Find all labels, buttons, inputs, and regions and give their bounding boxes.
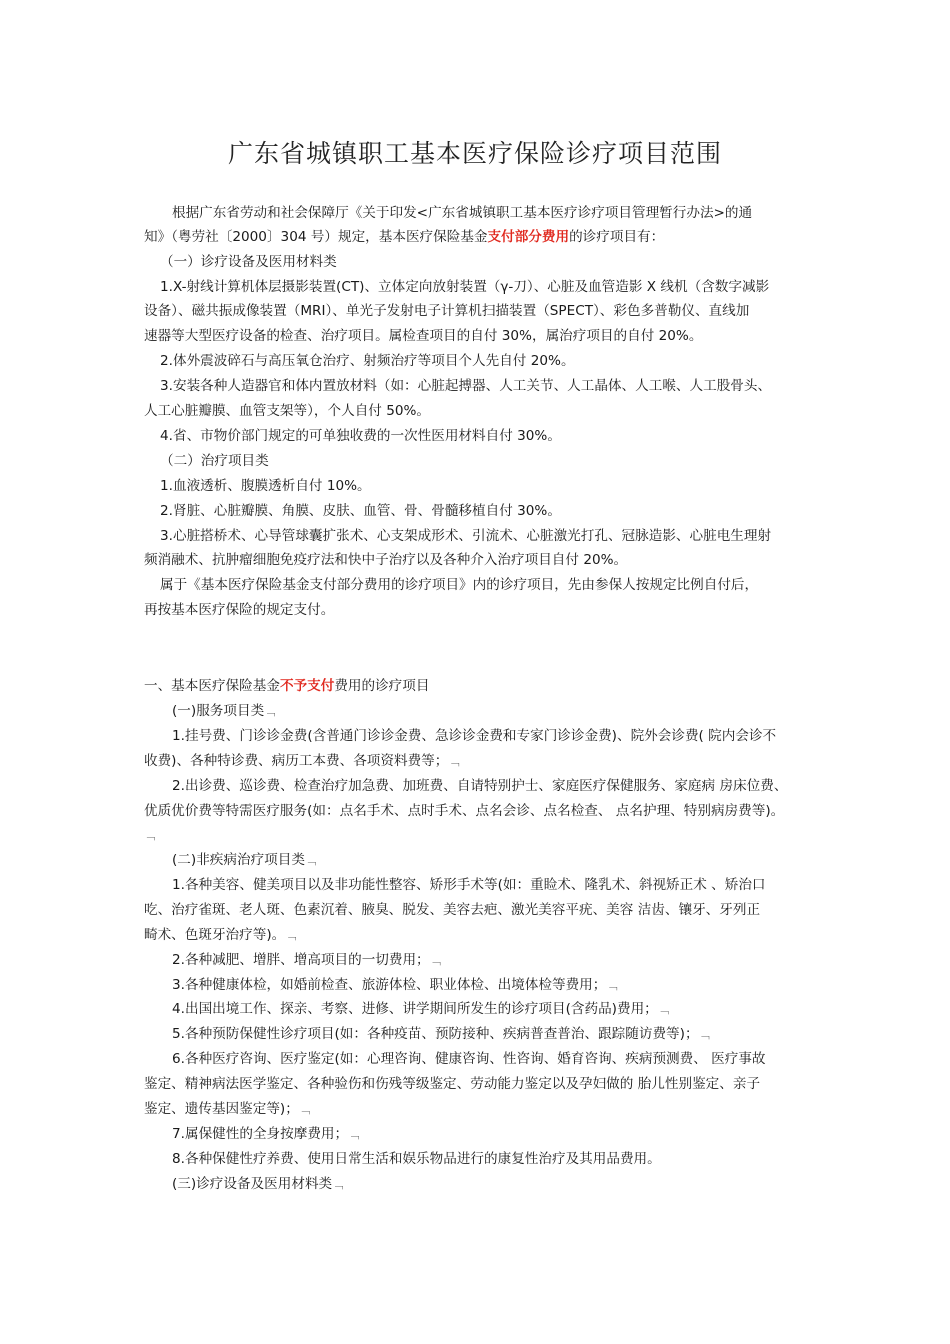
- item-text: [172, 1025, 852, 1044]
- item-text-span: 2.各种减肥、增胖、增高项目的一切费用；: [172, 952, 430, 968]
- paragraph-mark: ﹁: [698, 1028, 710, 1041]
- subsection-heading: [172, 851, 852, 870]
- item-text-span: 3.各种健康体检，如婚前检查、旅游体检、职业体检、出境体检等费用；: [172, 977, 607, 993]
- item-text: 频消融术、抗肿瘤细胞免疫疗法和快中子治疗以及各种介入治疗项目自付 20%。: [144, 552, 628, 568]
- item-text: 4.省、市物价部门规定的可单独收费的一次性医用材料自付 30%。: [160, 428, 561, 444]
- item-text: [172, 1000, 852, 1019]
- paragraph-mark: ﹁: [348, 1128, 360, 1141]
- section-heading-text: 一、基本医疗保险基金: [144, 678, 280, 694]
- document-title: 广东省城镇职工基本医疗保险诊疗项目范围: [227, 139, 722, 168]
- item-text: 6.各种医疗咨询、医疗鉴定(如：心理咨询、健康咨询、性咨询、婚育咨询、疾病预测费、 医疗事故: [172, 1051, 766, 1067]
- item-text: [144, 1100, 824, 1119]
- section-heading: [144, 677, 824, 695]
- item-text: 速器等大型医疗设备的检查、治疗项目。属检查项目的自付 30%，属治疗项目的自付 20%。: [144, 328, 703, 344]
- item-text-span: 鉴定、遗传基因鉴定等)；: [144, 1101, 299, 1117]
- note-text: 再按基本医疗保险的规定支付。: [144, 602, 335, 618]
- item-text: [172, 976, 852, 995]
- paragraph-mark: ﹁: [606, 979, 618, 992]
- paragraph-mark: ﹁: [304, 854, 316, 867]
- item-text: 1.X-射线计算机体层摄影装置(CT)、立体定向放射装置（γ-刀）、心脏及血管造影 X 线机（含数字减影: [160, 279, 770, 295]
- item-text: 1.各种美容、健美项目以及非功能性整容、矫形手术等(如：重睑术、隆乳术、斜视矫正术 、矫治口: [172, 877, 766, 893]
- paragraph-mark: ﹁: [285, 929, 297, 942]
- intro-line-1: 根据广东省劳动和社会保障厅《关于印发<广东省城镇职工基本医疗诊疗项目管理暂行办法>的通: [172, 205, 753, 221]
- paragraph-mark-line: [144, 826, 824, 845]
- subsection-text: (三)诊疗设备及医用材料类: [172, 1176, 333, 1192]
- item-text-span: 4.出国出境工作、探亲、考察、进修、讲学期间所发生的诊疗项目(含药品)费用；: [172, 1001, 658, 1017]
- item-text: 2.体外震波碎石与高压氧仓治疗、射频治疗等项目个人先自付 20%。: [160, 353, 575, 369]
- item-text: 1.挂号费、门诊诊金费(含普通门诊诊金费、急诊诊金费和专家门诊诊金费)、院外会诊费( 院内会诊不: [172, 728, 777, 744]
- item-text: 2.出诊费、巡诊费、检查治疗加急费、加班费、自请特别护士、家庭医疗保健服务、家庭病 房床位费、: [172, 778, 788, 794]
- subsection-heading: [172, 1175, 852, 1194]
- item-text: 人工心脏瓣膜、血管支架等），个人自付 50%。: [144, 403, 431, 419]
- paragraph-mark: ﹁: [264, 705, 276, 718]
- paragraph-mark: ﹁: [332, 1178, 344, 1191]
- subsection-heading: [172, 702, 852, 721]
- item-text-span: 收费)、各种特诊费、病历工本费、各项资料费等；: [144, 753, 449, 769]
- highlight-not-covered: 不予支付: [279, 678, 335, 694]
- intro-line-2: [144, 228, 824, 246]
- item-text: 3.心脏搭桥术、心导管球囊扩张术、心支架成形术、引流术、心脏激光打孔、冠脉造影、心脏电生理射: [160, 528, 772, 544]
- intro-text-end: 的诊疗项目有：: [569, 229, 665, 245]
- item-text: 2.肾脏、心脏瓣膜、角膜、皮肤、血管、骨、骨髓移植自付 30%。: [160, 503, 561, 519]
- item-text: 鉴定、精神病法医学鉴定、各种验伤和伤残等级鉴定、劳动能力鉴定以及孕妇做的 胎儿性别鉴定、亲子: [144, 1076, 761, 1092]
- paragraph-mark: ﹁: [429, 954, 441, 967]
- category-heading: （二）治疗项目类: [160, 453, 269, 469]
- item-text-span: 畸术、色斑牙治疗等)。: [144, 927, 286, 943]
- item-text-span: 7.属保健性的全身按摩费用；: [172, 1126, 349, 1142]
- category-heading: （一）诊疗设备及医用材料类: [160, 254, 337, 270]
- item-text: 1.血液透析、腹膜透析自付 10%。: [160, 478, 371, 494]
- item-text: [172, 1125, 852, 1144]
- item-text: 吃、治疗雀斑、老人斑、色素沉着、腋臭、脱发、美容去疤、激光美容平疣、美容 洁齿、镶牙、牙列正: [144, 902, 761, 918]
- item-text: 3.安装各种人造器官和体内置放材料（如：心脏起搏器、人工关节、人工晶体、人工喉、人工股骨头、: [160, 378, 772, 394]
- paragraph-mark: ﹁: [298, 1103, 310, 1116]
- section-heading-text-end: 费用的诊疗项目: [334, 678, 430, 694]
- note-text: 属于《基本医疗保险基金支付部分费用的诊疗项目》内的诊疗项目，先由参保人按规定比例自付后，: [160, 577, 759, 593]
- paragraph-mark: ﹁: [448, 755, 460, 768]
- subsection-text: (一)服务项目类: [172, 703, 265, 719]
- item-text: [144, 752, 824, 771]
- item-text: [144, 926, 824, 945]
- subsection-text: (二)非疾病治疗项目类: [172, 852, 305, 868]
- item-text: [172, 951, 852, 970]
- item-text: 8.各种保健性疗养费、使用日常生活和娱乐物品进行的康复性治疗及其用品费用。: [172, 1151, 661, 1167]
- intro-text: 知》（粤劳社〔2000〕304 号）规定，基本医疗保险基金: [144, 229, 488, 245]
- paragraph-mark: ﹁: [657, 1003, 669, 1016]
- item-text: 优质优价费等特需医疗服务(如：点名手术、点时手术、点名会诊、点名检查、 点名护理、特别病房费等)。: [144, 803, 785, 819]
- paragraph-mark: ﹁: [144, 829, 155, 842]
- item-text: 设备）、磁共振成像装置（MRI）、单光子发射电子计算机扫描装置（SPECT）、彩色多普勒仪、直线加: [144, 303, 750, 319]
- item-text-span: 5.各种预防保健性诊疗项目(如：各种疫苗、预防接种、疾病普查普治、跟踪随访费等)；: [172, 1026, 699, 1042]
- highlight-partial-payment: 支付部分费用: [487, 229, 570, 245]
